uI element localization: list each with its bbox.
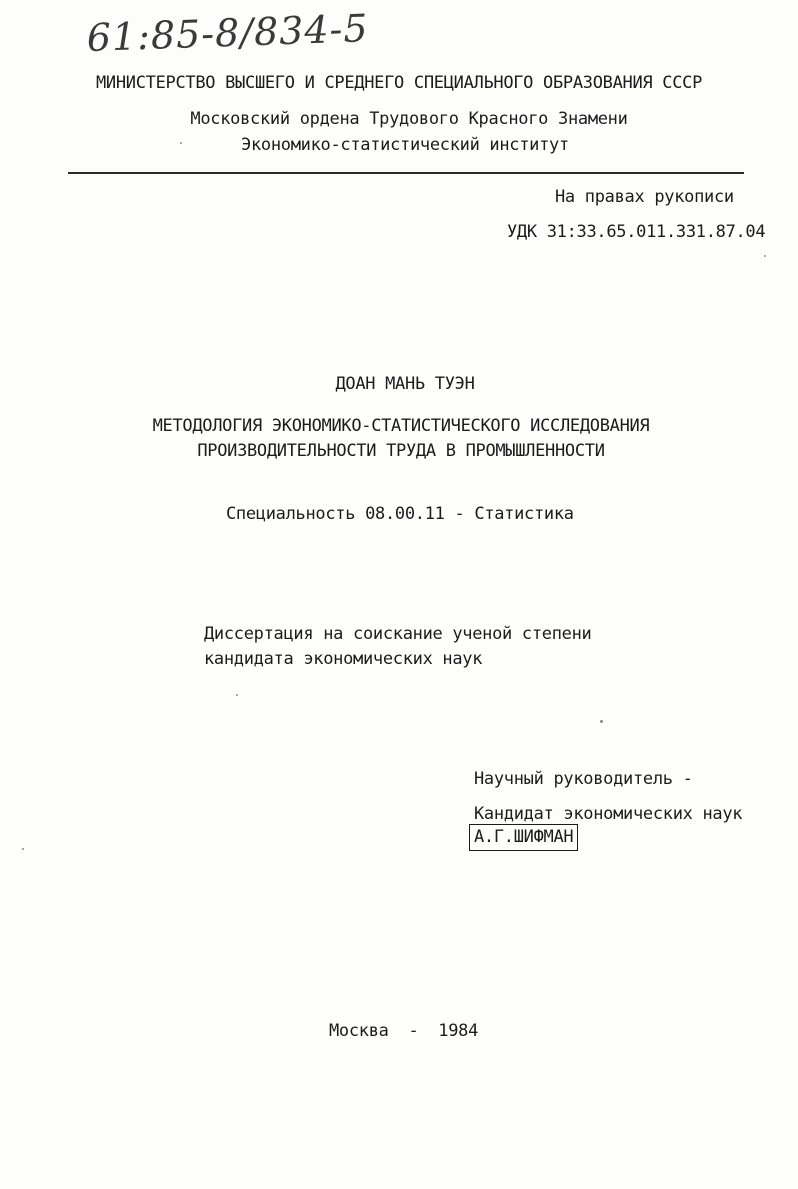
paper-speck [764, 255, 766, 257]
title-line-2: ПРОИЗВОДИТЕЛЬНОСТИ ТРУДА В ПРОМЫШЛЕННОСТИ [197, 441, 605, 461]
city-year: Москва - 1984 [329, 1021, 479, 1041]
paper-speck [180, 142, 182, 144]
header-divider [68, 172, 744, 174]
udc-code: УДК 31:33.65.011.331.87.04 [507, 222, 766, 242]
specialty: Специальность 08.00.11 - Статистика [226, 504, 574, 524]
author-name: ДОАН МАНЬ ТУЭН [335, 374, 475, 394]
institute-line-1: Московский ордена Трудового Красного Знамени [190, 109, 628, 129]
title-line-1: МЕТОДОЛОГИЯ ЭКОНОМИКО-СТАТИСТИЧЕСКОГО ИССЛЕДОВАНИЯ [152, 416, 650, 436]
paper-speck [600, 720, 603, 723]
supervisor-degree: Кандидат экономических наук [474, 804, 743, 824]
supervisor-name: А.Г.ШИФМАН [469, 824, 578, 851]
archive-note-handwritten: 61:85-8/834-5 [86, 6, 370, 60]
paper-speck [236, 694, 238, 696]
manuscript-rights-note: На правах рукописи [555, 187, 734, 207]
dissertation-line-1: Диссертация на соискание ученой степени [204, 624, 592, 644]
supervisor-role: Научный руководитель - [474, 769, 693, 789]
institute-line-2: Экономико-статистический институт [241, 135, 569, 155]
ministry-heading: МИНИСТЕРСТВО ВЫСШЕГО И СРЕДНЕГО СПЕЦИАЛЬНОГО ОБРАЗОВАНИЯ СССР [95, 73, 703, 93]
dissertation-line-2: кандидата экономических наук [204, 649, 483, 669]
paper-speck [22, 848, 24, 850]
